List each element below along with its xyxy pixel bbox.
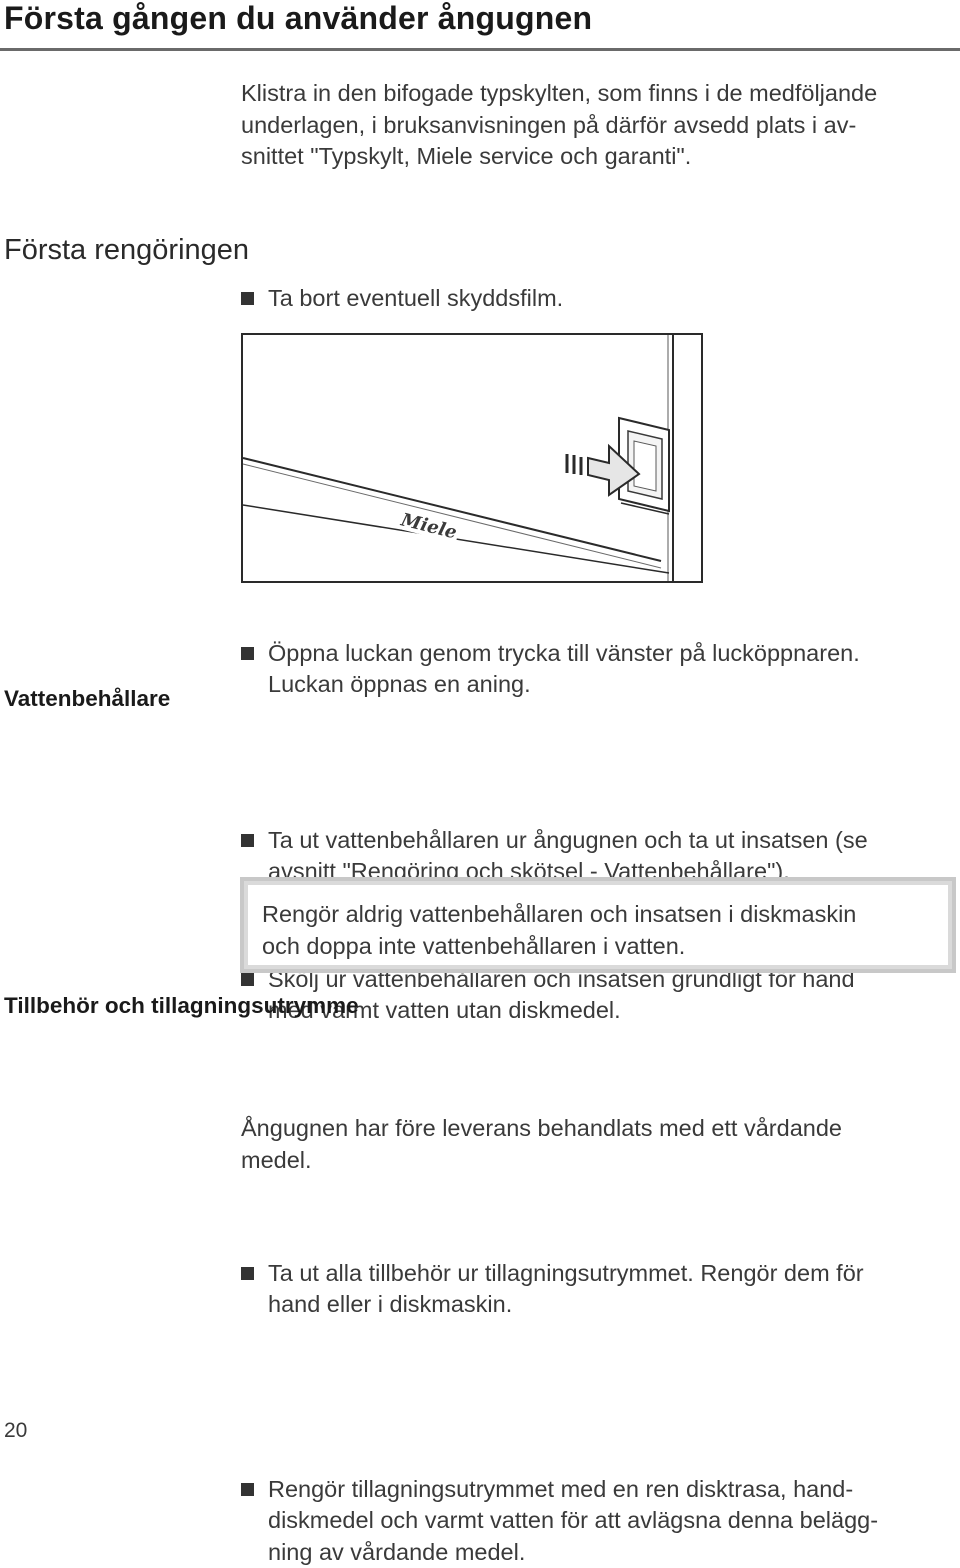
step-text: Ta ut vattenbehållaren ur ångugnen och ta ut insatsen (se	[268, 825, 960, 857]
intro-line: snittet "Typskylt, Miele service och garanti".	[241, 141, 956, 173]
step-text: Skölj ur vattenbehållaren och insatsen grundligt för hand	[268, 964, 960, 996]
intro-line: Klistra in den bifogade typskylten, som finns i de medföljande	[241, 78, 956, 110]
section-heading-first-cleaning: Första rengöringen	[4, 233, 249, 267]
title-divider	[0, 48, 960, 51]
warning-text	[262, 899, 942, 962]
bullet-square-icon	[241, 1267, 254, 1280]
svg-text:Miele: Miele	[398, 509, 459, 543]
intro-paragraph	[241, 78, 956, 173]
step-text: diskmedel och varmt vatten för att avlägsna denna belägg-	[268, 1505, 960, 1537]
step-text: Rengör tillagningsutrymmet med en ren disktrasa, hand-	[268, 1474, 960, 1506]
list-item	[241, 1474, 960, 1568]
step-text: avsnitt "Rengöring och skötsel - Vattenbehållare").	[268, 856, 960, 888]
note-line: Ångugnen har före leverans behandlats med ett vårdande	[241, 1113, 956, 1145]
step-text: ning av vårdande medel.	[268, 1537, 960, 1568]
step-text: Ta bort eventuell skyddsfilm.	[268, 285, 563, 311]
step-text: hand eller i diskmaskin.	[268, 1289, 960, 1321]
warning-line: och doppa inte vattenbehållaren i vatten.	[262, 931, 942, 963]
list-item	[241, 1258, 960, 1321]
side-label-accessories: Tillbehör och tillagningsutrymme	[4, 992, 359, 1020]
step-text: Luckan öppnas en aning.	[268, 669, 960, 701]
note-line: medel.	[241, 1145, 956, 1177]
oven-door-illustration	[241, 333, 703, 583]
bullet-square-icon	[241, 1483, 254, 1496]
bullet-square-icon	[241, 834, 254, 847]
bullet-square-icon	[241, 647, 254, 660]
oven-door-drawing	[241, 333, 703, 583]
warning-box	[240, 877, 956, 973]
note-paragraph	[241, 1113, 956, 1176]
intro-line: underlagen, i bruksanvisningen på därför avsedd plats i av-	[241, 110, 956, 142]
step-text: Ta ut alla tillbehör ur tillagningsutrymmet. Rengör dem för	[268, 1258, 960, 1290]
warning-line: Rengör aldrig vattenbehållaren och insatsen i diskmaskin	[262, 899, 942, 931]
page-title: Första gången du använder ångugnen	[4, 0, 592, 36]
step-text: Öppna luckan genom trycka till vänster på lucköppnaren.	[268, 638, 960, 670]
list-item	[241, 638, 960, 701]
bullet-square-icon	[241, 292, 254, 305]
list-item	[241, 283, 960, 315]
page-number: 20	[4, 1419, 27, 1443]
side-label-water-container: Vattenbehållare	[4, 685, 170, 713]
step-text: med varmt vatten utan diskmedel.	[268, 995, 960, 1027]
bullet-square-icon	[241, 973, 254, 986]
